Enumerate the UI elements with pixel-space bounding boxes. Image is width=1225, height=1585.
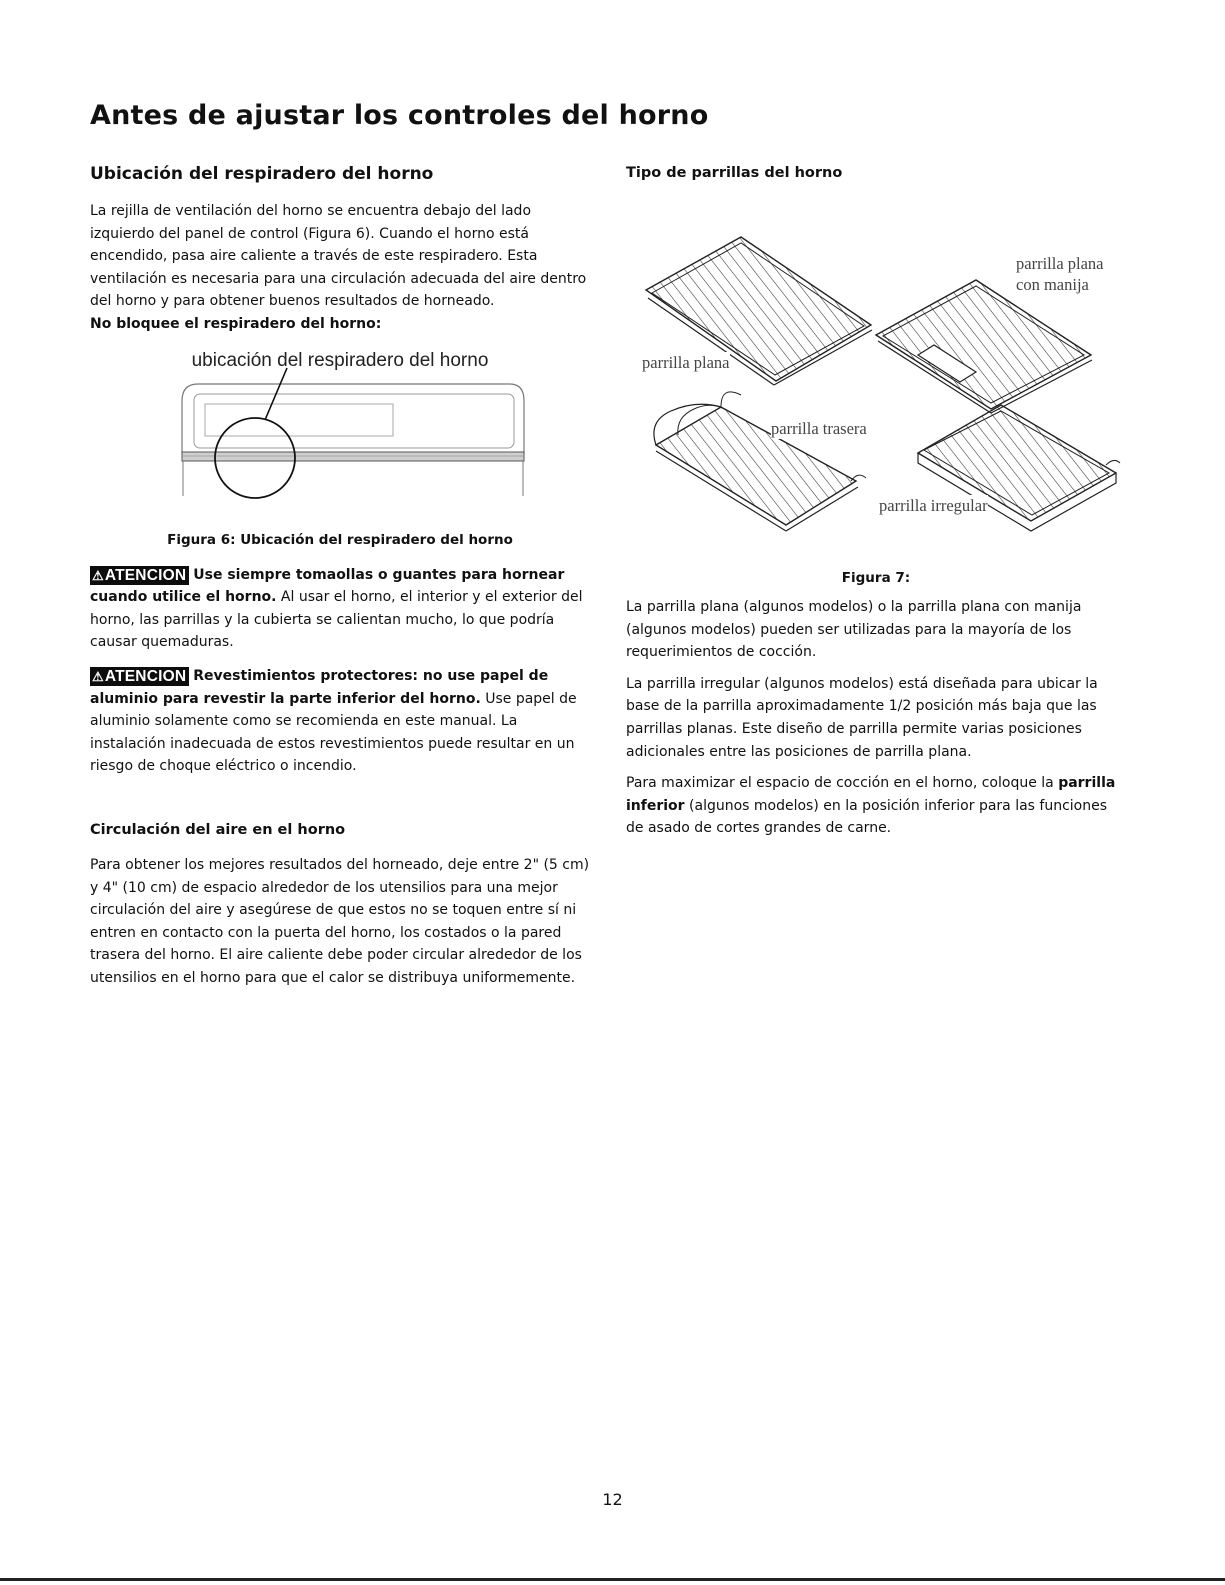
figure-7-caption: Figura 7: xyxy=(841,570,911,586)
vent-warning: No bloquee el respiradero del horno: xyxy=(90,315,382,332)
figure-7 xyxy=(626,195,1126,550)
attention-1-text: Al usar el horno, el interior y el exterior del horno, las parrillas y la cubierta se calientan mucho, lo que podría causar quemaduras. xyxy=(90,589,583,651)
rack-paragraph-3-start: Para maximizar el espacio de cocción en el horno, coloque la xyxy=(626,775,1059,792)
attention-1 xyxy=(90,564,590,654)
air-circulation-heading: Circulación del aire en el horno xyxy=(90,821,346,838)
vent-location-paragraph xyxy=(90,200,590,336)
figure-6-caption: Figura 6: Ubicación del respiradero del horno xyxy=(167,531,513,548)
right-column xyxy=(626,163,1126,840)
attention-2-bold: Revestimientos protectores: no use papel de aluminio para revestir la parte inferior del horno. xyxy=(90,667,549,707)
page-number: 12 xyxy=(602,1490,623,1509)
figure-6-label: ubicación del respiradero del horno xyxy=(191,349,489,371)
vent-location-text: La rejilla de ventilación del horno se encuentra debajo del lado izquierdo del panel de control (Figura 6). Cuando el horno está encendido, pasa aire caliente a través de este respiradero. Esta ventilación es necesaria para una circulación adecuada del aire dentro del horno y para obtener buenos resultados de horneado. xyxy=(90,203,587,310)
bottom-rule xyxy=(0,1578,1225,1581)
attention-2 xyxy=(90,665,590,778)
rack-paragraph-3-end: (algunos modelos) en la posición inferior para las funciones de asado de cortes grandes de carne. xyxy=(626,797,1108,837)
attention-badge: ⚠ATENCION xyxy=(90,667,189,686)
label-flat-rack: parrilla plana xyxy=(642,353,730,372)
left-column xyxy=(90,163,590,989)
attention-badge: ⚠ATENCION xyxy=(90,566,189,585)
rack-paragraph-3-bold: parrilla inferior xyxy=(626,775,1116,814)
warning-triangle-icon: ⚠ xyxy=(92,668,104,684)
rack-paragraph-3 xyxy=(626,772,1126,840)
rack-paragraph-2: La parrilla irregular (algunos modelos) está diseñada para ubicar la base de la parrilla aproximadamente 1/2 posición más baja que las parrillas planas. Este diseño de parrilla permite varias posiciones adicionales entre las posiciones de parrilla plana. xyxy=(626,675,1098,760)
vent-location-heading: Ubicación del respiradero del horno xyxy=(90,164,434,184)
attention-1-bold: Use siempre tomaollas o guantes para hornear cuando utilice el horno. xyxy=(90,566,565,606)
rack-types-heading: Tipo de parrillas del horno xyxy=(626,165,843,181)
label-rear-rack: parrilla trasera xyxy=(771,419,867,438)
label-flat-rack-with-handle: parrilla plana con manija xyxy=(1016,254,1104,294)
warning-triangle-icon: ⚠ xyxy=(92,567,104,583)
rear-rack xyxy=(654,392,866,531)
attention-2-text: Use papel de aluminio solamente como se recomienda en este manual. La instalación inadecuada de estos revestimientos puede resultar en un riesgo de choque eléctrico o incendio. xyxy=(90,690,577,775)
label-offset-rack: parrilla irregular xyxy=(879,496,988,515)
rack-paragraph-1: La parrilla plana (algunos modelos) o la parrilla plana con manija (algunos modelos) pueden ser utilizadas para la mayoría de los requerimientos de cocción. xyxy=(626,599,1082,661)
figure-6 xyxy=(90,346,590,516)
page-title: Antes de ajustar los controles del horno xyxy=(90,100,709,131)
flat-rack-with-handle xyxy=(876,280,1092,413)
air-circulation-paragraph: Para obtener los mejores resultados del horneado, deje entre 2" (5 cm) y 4" (10 cm) de espacio alrededor de los utensilios para una mejor circulación del aire y asegúrese de que estos no se toquen entre sí ni entren en contacto con la puerta del horno, los costados o la pared trasera del horno. El aire caliente debe poder circular alrededor de los utensilios en el horno para que el calor se distribuya uniformemente. xyxy=(90,856,590,986)
